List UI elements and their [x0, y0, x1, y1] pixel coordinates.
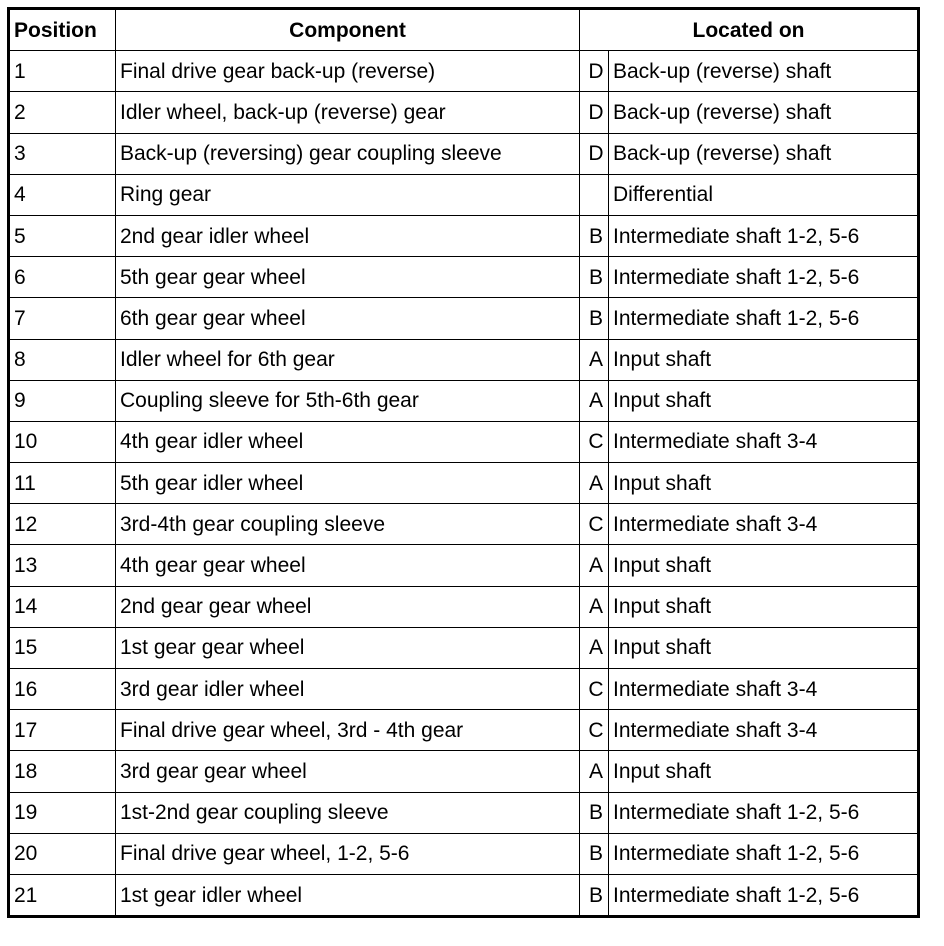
table-row: [9, 215, 919, 256]
shaft-code-cell: D: [580, 51, 609, 92]
table-row: [9, 792, 919, 833]
location-cell: Intermediate shaft 3-4: [609, 669, 919, 710]
table-row: [9, 51, 919, 92]
location-cell: Intermediate shaft 1-2, 5-6: [609, 792, 919, 833]
shaft-code-cell: B: [580, 257, 609, 298]
location-cell: Input shaft: [609, 339, 919, 380]
location-cell: Intermediate shaft 1-2, 5-6: [609, 833, 919, 874]
component-cell: Final drive gear wheel, 1-2, 5-6: [116, 833, 580, 874]
component-cell: 6th gear gear wheel: [116, 298, 580, 339]
location-cell: Input shaft: [609, 380, 919, 421]
shaft-code-cell: A: [580, 627, 609, 668]
component-cell: 5th gear gear wheel: [116, 257, 580, 298]
shaft-code-cell: B: [580, 215, 609, 256]
table-row: [9, 545, 919, 586]
component-cell: Ring gear: [116, 174, 580, 215]
shaft-code-cell: A: [580, 751, 609, 792]
shaft-code-cell: C: [580, 421, 609, 462]
table-row: [9, 380, 919, 421]
location-cell: Back-up (reverse) shaft: [609, 92, 919, 133]
shaft-code-cell: C: [580, 710, 609, 751]
location-cell: Input shaft: [609, 463, 919, 504]
location-cell: Intermediate shaft 3-4: [609, 504, 919, 545]
component-cell: 2nd gear idler wheel: [116, 215, 580, 256]
table-row: [9, 669, 919, 710]
table-row: [9, 627, 919, 668]
location-cell: Input shaft: [609, 751, 919, 792]
gearbox-components-table: [7, 7, 920, 918]
position-cell: 5: [9, 215, 116, 256]
component-cell: 4th gear gear wheel: [116, 545, 580, 586]
position-cell: 7: [9, 298, 116, 339]
location-cell: Intermediate shaft 1-2, 5-6: [609, 874, 919, 916]
table-header-row: [9, 9, 919, 51]
location-cell: Input shaft: [609, 627, 919, 668]
shaft-code-cell: D: [580, 92, 609, 133]
table-row: [9, 421, 919, 462]
position-cell: 1: [9, 51, 116, 92]
table-row: [9, 339, 919, 380]
shaft-code-cell: A: [580, 545, 609, 586]
position-cell: 15: [9, 627, 116, 668]
location-cell: Intermediate shaft 3-4: [609, 421, 919, 462]
location-cell: Differential: [609, 174, 919, 215]
position-cell: 21: [9, 874, 116, 916]
shaft-code-cell: [580, 174, 609, 215]
component-cell: 2nd gear gear wheel: [116, 586, 580, 627]
location-cell: Back-up (reverse) shaft: [609, 133, 919, 174]
location-cell: Back-up (reverse) shaft: [609, 51, 919, 92]
position-cell: 20: [9, 833, 116, 874]
component-cell: 1st gear gear wheel: [116, 627, 580, 668]
location-cell: Intermediate shaft 1-2, 5-6: [609, 298, 919, 339]
table-row: [9, 710, 919, 751]
position-cell: 6: [9, 257, 116, 298]
shaft-code-cell: B: [580, 833, 609, 874]
location-cell: Intermediate shaft 1-2, 5-6: [609, 257, 919, 298]
shaft-code-cell: A: [580, 339, 609, 380]
position-cell: 13: [9, 545, 116, 586]
table-row: [9, 833, 919, 874]
location-cell: Intermediate shaft 1-2, 5-6: [609, 215, 919, 256]
location-cell: Input shaft: [609, 545, 919, 586]
position-cell: 16: [9, 669, 116, 710]
component-cell: 5th gear idler wheel: [116, 463, 580, 504]
position-cell: 10: [9, 421, 116, 462]
shaft-code-cell: A: [580, 586, 609, 627]
shaft-code-cell: B: [580, 874, 609, 916]
component-cell: Idler wheel for 6th gear: [116, 339, 580, 380]
located-on-column-header: Located on: [580, 9, 919, 51]
position-cell: 11: [9, 463, 116, 504]
shaft-code-cell: D: [580, 133, 609, 174]
position-cell: 17: [9, 710, 116, 751]
table-row: [9, 586, 919, 627]
table-row: [9, 874, 919, 916]
location-cell: Input shaft: [609, 586, 919, 627]
shaft-code-cell: A: [580, 463, 609, 504]
shaft-code-cell: B: [580, 792, 609, 833]
component-cell: 1st-2nd gear coupling sleeve: [116, 792, 580, 833]
table-row: [9, 174, 919, 215]
component-cell: Coupling sleeve for 5th-6th gear: [116, 380, 580, 421]
table-row: [9, 504, 919, 545]
shaft-code-cell: A: [580, 380, 609, 421]
position-cell: 12: [9, 504, 116, 545]
component-cell: Idler wheel, back-up (reverse) gear: [116, 92, 580, 133]
shaft-code-cell: C: [580, 504, 609, 545]
component-column-header: Component: [116, 9, 580, 51]
position-cell: 14: [9, 586, 116, 627]
component-cell: 3rd gear idler wheel: [116, 669, 580, 710]
component-cell: 1st gear idler wheel: [116, 874, 580, 916]
table-row: [9, 463, 919, 504]
table-row: [9, 298, 919, 339]
table-row: [9, 751, 919, 792]
component-cell: 4th gear idler wheel: [116, 421, 580, 462]
component-cell: Final drive gear wheel, 3rd - 4th gear: [116, 710, 580, 751]
component-cell: Back-up (reversing) gear coupling sleeve: [116, 133, 580, 174]
position-cell: 4: [9, 174, 116, 215]
component-cell: 3rd-4th gear coupling sleeve: [116, 504, 580, 545]
table-row: [9, 257, 919, 298]
position-column-header: Position: [9, 9, 116, 51]
position-cell: 18: [9, 751, 116, 792]
position-cell: 8: [9, 339, 116, 380]
component-cell: Final drive gear back-up (reverse): [116, 51, 580, 92]
component-cell: 3rd gear gear wheel: [116, 751, 580, 792]
position-cell: 3: [9, 133, 116, 174]
shaft-code-cell: C: [580, 669, 609, 710]
position-cell: 9: [9, 380, 116, 421]
table-row: [9, 133, 919, 174]
table-body: [9, 51, 919, 917]
location-cell: Intermediate shaft 3-4: [609, 710, 919, 751]
shaft-code-cell: B: [580, 298, 609, 339]
position-cell: 2: [9, 92, 116, 133]
position-cell: 19: [9, 792, 116, 833]
table-row: [9, 92, 919, 133]
